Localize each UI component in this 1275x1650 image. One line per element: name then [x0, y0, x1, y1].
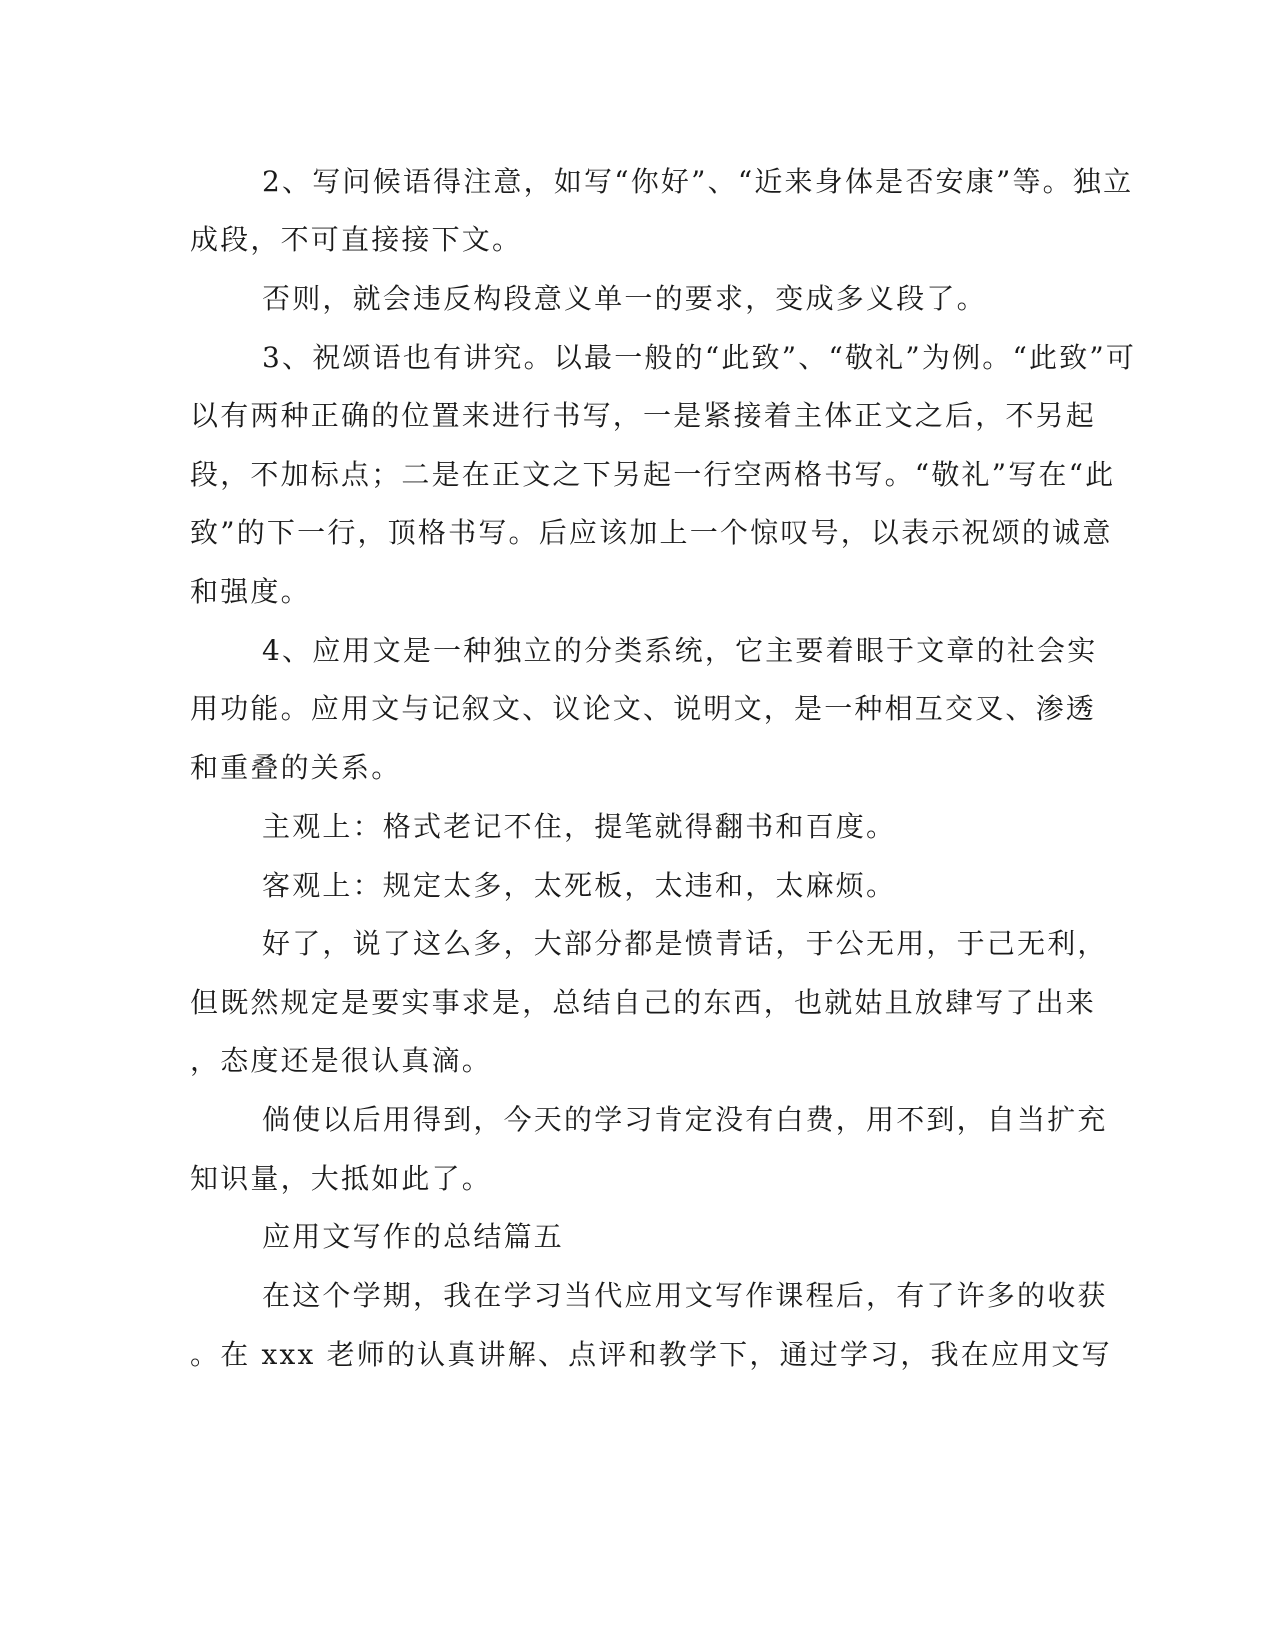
text-line: 知识量，大抵如此了。 — [190, 1162, 493, 1195]
text-line: 段，不加标点；二是在正文之下另起一行空两格书写。“敬礼”写在“此 — [190, 458, 1116, 491]
text-line: 4、应用文是一种独立的分类系统，它主要着眼于文章的社会实 — [262, 634, 1098, 667]
text-line: 但既然规定是要实事求是，总结自己的东西，也就姑且放肆写了出来 — [190, 986, 1097, 1019]
section-heading: 应用文写作的总结篇五 — [262, 1220, 565, 1253]
text-line: ，态度还是很认真滴。 — [190, 1044, 493, 1077]
text-line: 致”的下一行，顶格书写。后应该加上一个惊叹号，以表示祝颂的诚意 — [190, 516, 1113, 549]
text-line: 以有两种正确的位置来进行书写，一是紧接着主体正文之后，不另起 — [190, 399, 1097, 432]
text-line: 否则，就会违反构段意义单一的要求，变成多义段了。 — [262, 282, 987, 315]
text-line: 和强度。 — [190, 575, 311, 608]
text-line: 倘使以后用得到，今天的学习肯定没有白费，用不到，自当扩充 — [262, 1103, 1108, 1136]
text-line: 用功能。应用文与记叙文、议论文、说明文，是一种相互交叉、渗透 — [190, 692, 1097, 725]
text-line: 3、祝颂语也有讲究。以最一般的“此致”、“敬礼”为例。“此致”可 — [262, 341, 1137, 374]
text-line: 成段，不可直接接下文。 — [190, 223, 523, 256]
text-line: 。在 xxx 老师的认真讲解、点评和教学下，通过学习，我在应用文写 — [190, 1338, 1112, 1371]
text-line: 主观上：格式老记不住，提笔就得翻书和百度。 — [262, 810, 897, 843]
text-line: 在这个学期，我在学习当代应用文写作课程后，有了许多的收获 — [262, 1279, 1108, 1312]
text-line: 2、写问候语得注意，如写“你好”、“近来身体是否安康”等。独立 — [262, 165, 1134, 198]
text-line: 客观上：规定太多，太死板，太违和，太麻烦。 — [262, 869, 897, 902]
text-line: 好了，说了这么多，大部分都是愤青话，于公无用，于己无利， — [262, 927, 1108, 960]
text-line: 和重叠的关系。 — [190, 751, 402, 784]
